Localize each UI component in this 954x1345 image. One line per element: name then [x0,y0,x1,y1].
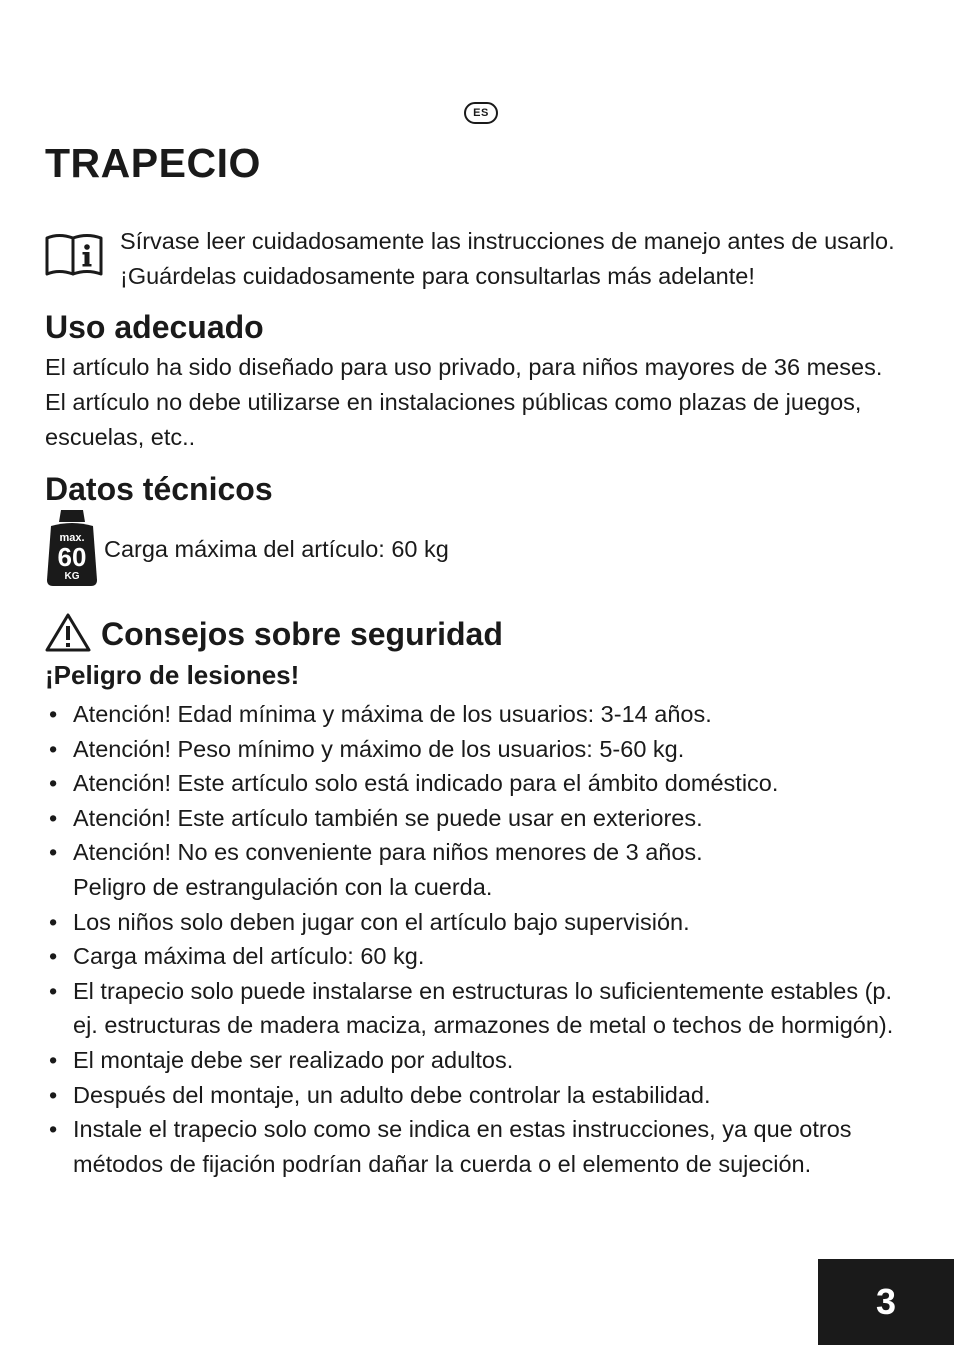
max-load-text: Carga máxima del artículo: 60 kg [104,536,449,562]
warning-triangle-icon [45,612,91,652]
list-item: • Atención! Este artículo también se puede usar en exteriores. [49,804,703,831]
list-item: • Carga máxima del artículo: 60 kg. [49,943,425,970]
list-item: • Atención! No es conveniente para niños menores de 3 años. Peligro de estrangulación con la cuerda. [49,839,703,900]
section-heading-intended-use: Uso adecuado [45,309,264,345]
intro-text: Sírvase leer cuidadosamente las instrucciones de manejo antes de usarlo. ¡Guárdelas cuidadosamente para consultarlas más adelante! [120,228,895,289]
list-item: • Después del montaje, un adulto debe controlar la estabilidad. [49,1081,711,1108]
safety-subheading: ¡Peligro de lesiones! [45,660,300,690]
weight-icon-label-value: 60 [57,542,87,572]
intended-use-text: El artículo ha sido diseñado para uso privado, para niños mayores de 36 meses. El artículo no debe utilizarse en instalaciones públicas como plazas de juegos, escuelas, etc.. [45,354,883,450]
page-title: TRAPECIO [45,140,261,186]
language-badge: ES [464,102,498,124]
list-item: • Atención! Edad mínima y máxima de los usuarios: 3-14 años. [49,701,712,727]
list-item: • El montaje debe ser realizado por adultos. [49,1046,514,1073]
list-item: • Los niños solo deben jugar con el artículo bajo supervisión. [49,908,690,935]
section-heading-safety: Consejos sobre seguridad [101,616,503,652]
max-weight-icon [45,508,99,588]
list-item: • Atención! Este artículo solo está indicado para el ámbito doméstico. [49,770,779,797]
weight-icon-label-max: max. [59,532,85,544]
list-item: • Atención! Peso mínimo y máximo de los usuarios: 5-60 kg. [49,735,685,762]
weight-icon-label-unit: KG [64,571,80,582]
page-number: 3 [818,1259,954,1345]
manual-info-icon [45,232,103,276]
safety-list [45,697,915,1181]
section-heading-technical-data: Datos técnicos [45,471,273,507]
list-item: • El trapecio solo puede instalarse en estructuras lo suficientemente estables (p. ej. estructuras de madera maciza, armazones de metal o techos de hormigón). [49,977,894,1039]
list-item: • Instale el trapecio solo como se indica en estas instrucciones, ya que otros métodos de fijación podrían dañar la cuerda o el elemento de sujeción. [49,1116,852,1177]
